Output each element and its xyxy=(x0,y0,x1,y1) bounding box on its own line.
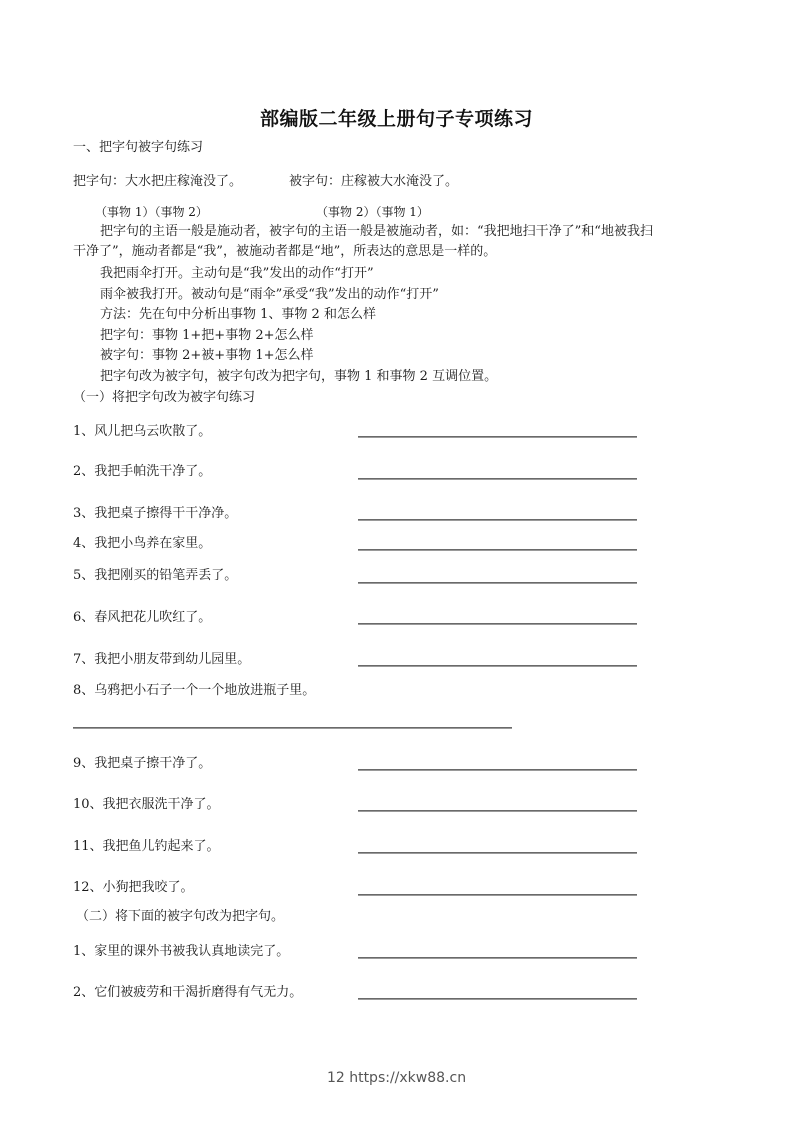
answer-line[interactable] xyxy=(358,582,637,584)
explanation-line-1: 把字句的主语一般是施动者，被字句的主语一般是被施动者，如：“我把地扫干净了”和“地被我扫 xyxy=(100,224,653,239)
label-bei: （事物 2）（事物 1） xyxy=(316,205,429,219)
answer-line[interactable] xyxy=(358,478,637,480)
exercise-item: 2、它们被疲劳和干渴折磨得有气无力。 xyxy=(73,985,303,1000)
exercise-item: 5、我把刚买的铅笔弄丢了。 xyxy=(73,568,238,583)
answer-line[interactable] xyxy=(358,810,637,812)
answer-line[interactable] xyxy=(358,998,637,1000)
exercise-item: 9、我把桌子擦干净了。 xyxy=(73,756,212,771)
note-line: 把字句改为被字句，被字句改为把字句，事物 1 和事物 2 互调位置。 xyxy=(100,369,498,384)
answer-line[interactable] xyxy=(358,665,637,667)
note-line: 我把雨伞打开。主动句是“我”发出的动作“打开” xyxy=(100,266,374,281)
explanation-line-2: 干净了”，施动者都是“我”，被施动者都是“地”，所表达的意思是一样的。 xyxy=(73,244,497,259)
answer-line[interactable] xyxy=(358,519,637,521)
label-ba: （事物 1）（事物 2） xyxy=(95,205,208,219)
exercise-item: 8、乌鸦把小石子一个一个地放进瓶子里。 xyxy=(73,683,316,698)
answer-line[interactable] xyxy=(358,549,637,551)
exercise-item: 1、风儿把乌云吹散了。 xyxy=(73,424,212,439)
note-line: 雨伞被我打开。被动句是“雨伞”承受“我”发出的动作“打开” xyxy=(100,287,439,302)
answer-line[interactable] xyxy=(358,957,637,959)
answer-line[interactable] xyxy=(358,852,637,854)
exercise-item: 10、我把衣服洗干净了。 xyxy=(73,797,220,812)
exercise-item: 6、春风把花儿吹红了。 xyxy=(73,610,212,625)
section-heading: 一、把字句被字句练习 xyxy=(73,140,204,155)
exercise-item: 1、家里的课外书被我认真地读完了。 xyxy=(73,944,290,959)
exercise-item: 7、我把小朋友带到幼儿园里。 xyxy=(73,652,251,667)
example-ba-sentence: 把字句：大水把庄稼淹没了。 xyxy=(73,174,243,189)
note-line: 被字句：事物 2+被+事物 1+怎么样 xyxy=(100,348,314,363)
answer-line[interactable] xyxy=(73,727,512,729)
note-line: 方法：先在句中分析出事物 1、事物 2 和怎么样 xyxy=(100,307,376,322)
exercise-item: 3、我把桌子擦得干干净净。 xyxy=(73,506,238,521)
part2-heading: （二）将下面的被字句改为把字句。 xyxy=(76,909,285,924)
note-line: 把字句：事物 1+把+事物 2+怎么样 xyxy=(100,328,314,343)
exercise-item: 2、我把手帕洗干净了。 xyxy=(73,464,212,479)
answer-line[interactable] xyxy=(358,769,637,771)
page-title: 部编版二年级上册句子专项练习 xyxy=(259,108,533,130)
answer-line[interactable] xyxy=(358,623,637,625)
exercise-item: 12、小狗把我咬了。 xyxy=(73,880,194,895)
part1-heading: （一）将把字句改为被字句练习 xyxy=(73,390,256,405)
answer-line[interactable] xyxy=(358,894,637,896)
example-bei-sentence: 被字句：庄稼被大水淹没了。 xyxy=(289,174,459,189)
answer-line[interactable] xyxy=(358,436,637,438)
exercise-item: 4、我把小鸟养在家里。 xyxy=(73,536,212,551)
page-footer: 12 https://xkw88.cn xyxy=(326,1070,467,1086)
exercise-item: 11、我把鱼儿钓起来了。 xyxy=(73,839,220,854)
